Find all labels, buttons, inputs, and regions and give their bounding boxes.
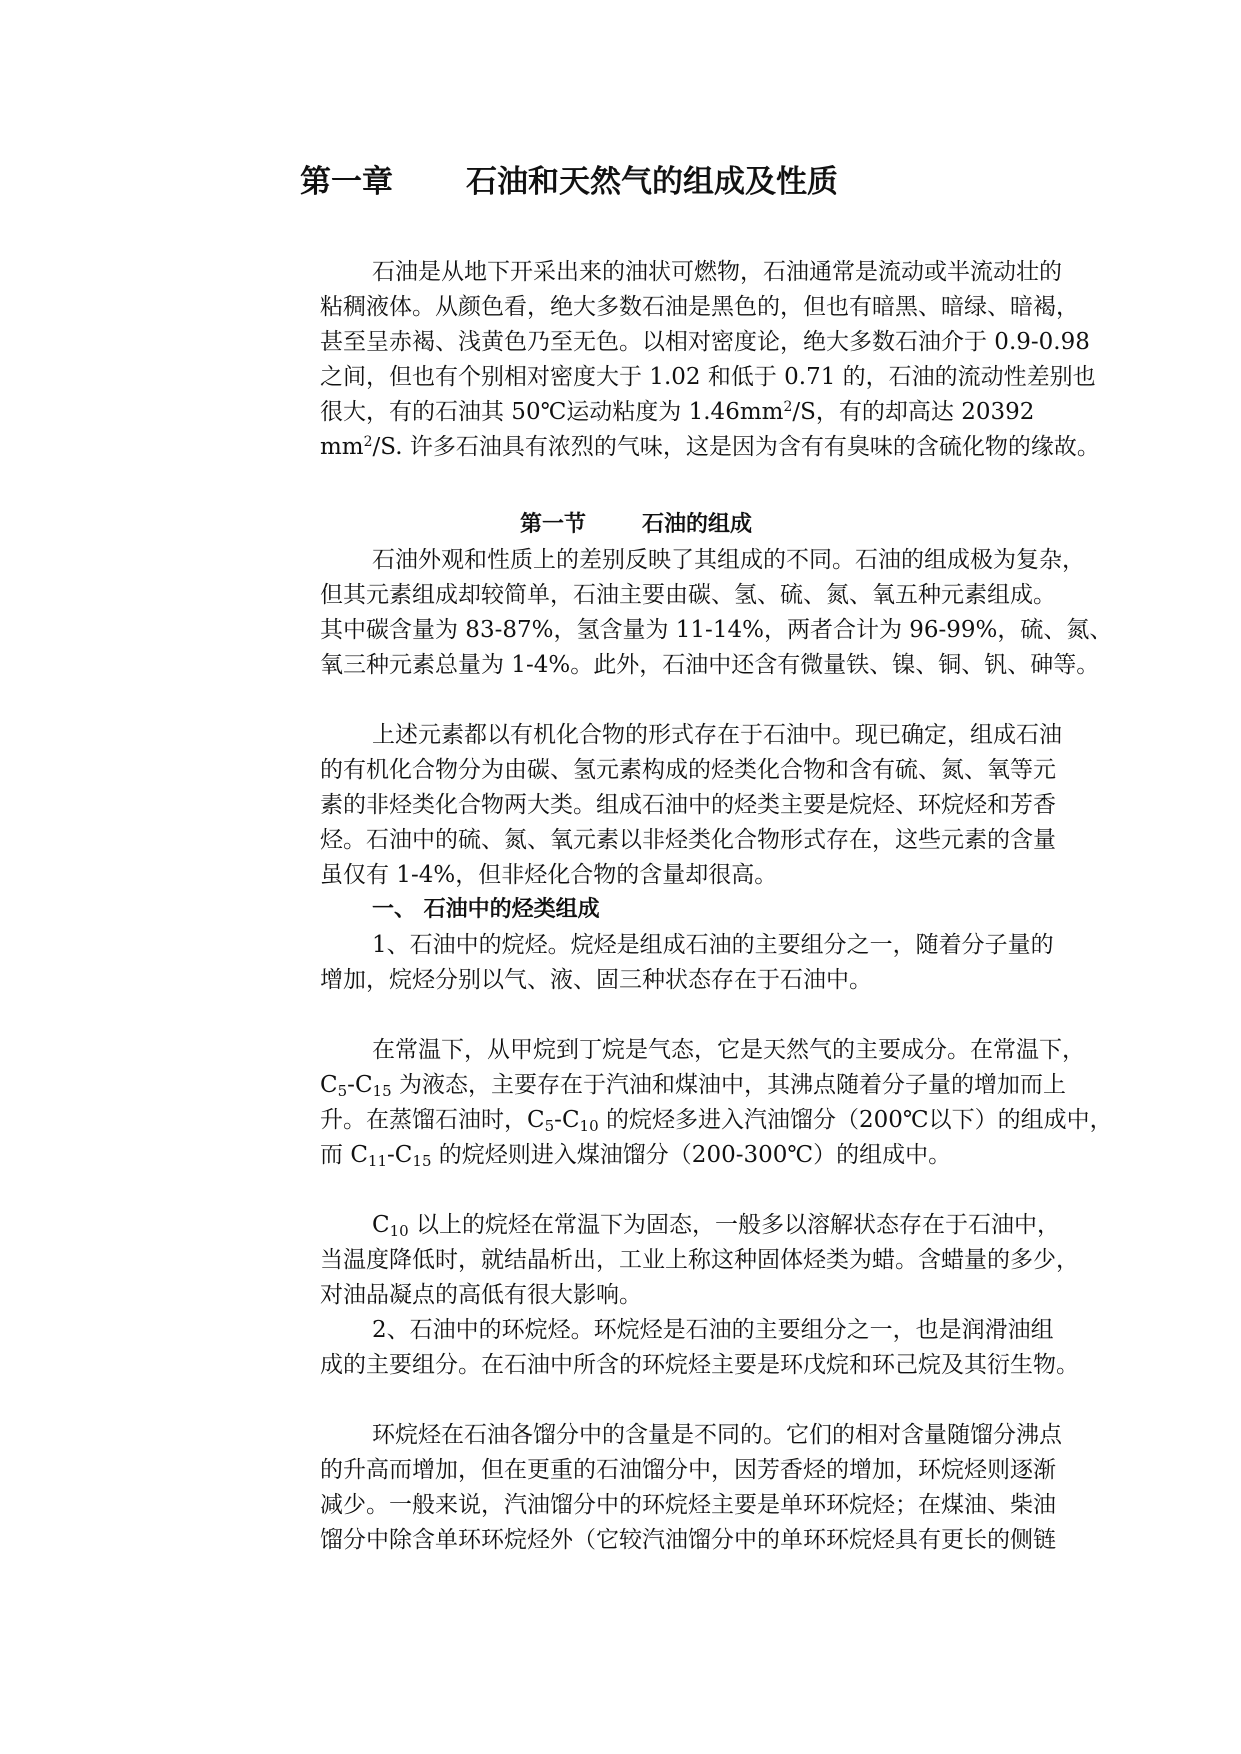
subscript: 11 — [367, 1152, 388, 1170]
subscript: 10 — [389, 1222, 409, 1240]
p1-line-3: 其中碳含量为 83-87%，氢含量为 11-14%，两者合计为 96-99%，硫、氮、 — [320, 617, 1113, 643]
p2-line-5: 虽仅有 1-4%，但非烃化合物的含量却很高。 — [320, 862, 778, 888]
p4-line-3-text: 的烷烃多进入汽油馏分（200℃以下）的组成中， — [598, 1107, 1113, 1133]
formula-text: C — [527, 1107, 545, 1133]
p7-line-1: 环烷烃在石油各馏分中的含量是不同的。它们的相对含量随馏分沸点 — [372, 1422, 1062, 1448]
p2-line-2: 的有机化合物分为由碳、氢元素构成的烃类化合物和含有硫、氮、氧等元 — [320, 757, 1056, 783]
p2-line-1: 上述元素都以有机化合物的形式存在于石油中。现已确定，组成石油 — [372, 722, 1062, 748]
formula-text: - — [387, 1142, 395, 1168]
section-number: 第一节 — [520, 512, 587, 537]
superscript: 2 — [783, 399, 793, 415]
chapter-heading — [300, 160, 838, 204]
p1-line-2: 但其元素组成却较简单，石油主要由碳、氢、硫、氮、氧五种元素组成。 — [320, 582, 1056, 608]
subsection-heading: 一、 石油中的烃类组成 — [372, 897, 600, 922]
formula-text: C — [350, 1142, 368, 1168]
p7-line-4: 馏分中除含单环环烷烃外（它较汽油馏分中的单环环烷烃具有更长的侧链 — [320, 1527, 1056, 1553]
formula-text: - — [554, 1107, 562, 1133]
p5-line-2: 当温度降低时，就结晶析出，工业上称这种固体烃类为蜡。含蜡量的多少， — [320, 1247, 1079, 1273]
p5-line-1-text: 以上的烷烃在常温下为固态，一般多以溶解状态存在于石油中， — [408, 1212, 1061, 1238]
intro-line-6 — [320, 431, 1120, 463]
p5-line-3: 对油品凝点的高低有很大影响。 — [320, 1282, 642, 1308]
section-title: 石油的组成 — [642, 512, 753, 537]
intro-line-5 — [320, 396, 1120, 428]
p2-line-4: 烃。石油中的硫、氮、氧元素以非烃类化合物形式存在，这些元素的含量 — [320, 827, 1056, 853]
p4-line-3 — [320, 1104, 1120, 1136]
p6-line-1: 2、石油中的环烷烃。环烷烃是石油的主要组分之一，也是润滑油组 — [372, 1317, 1054, 1343]
p7-line-2: 的升高而增加，但在更重的石油馏分中，因芳香烃的增加，环烷烃则逐渐 — [320, 1457, 1056, 1483]
p7-line-3: 减少。一般来说，汽油馏分中的环烷烃主要是单环环烷烃；在煤油、柴油 — [320, 1492, 1056, 1518]
chapter-title: 石油和天然气的组成及性质 — [466, 164, 838, 200]
intro-line-4: 之间，但也有个别相对密度大于 1.02 和低于 0.71 的，石油的流动性差别也 — [320, 364, 1096, 390]
p4-line-2-text: 为液态，主要存在于汽油和煤油中，其沸点随着分子量的增加而上 — [391, 1072, 1066, 1098]
p2-line-3: 素的非烃类化合物两大类。组成石油中的烃类主要是烷烃、环烷烃和芳香 — [320, 792, 1056, 818]
p4-line-4 — [320, 1139, 1120, 1171]
p4-line-4-text: 的烷烃则进入煤油馏分（200-300℃）的组成中。 — [431, 1142, 952, 1168]
intro-line-5-text: 很大，有的石油其 50℃运动粘度为 1.46mm — [320, 399, 784, 425]
intro-line-6-text: /S. 许多石油具有浓烈的气味，这是因为含有有臭味的含硫化物的缘故。 — [372, 434, 1100, 460]
p4-line-3-text: 升。在蒸馏石油时， — [320, 1107, 527, 1133]
superscript: 2 — [363, 434, 373, 450]
p3-line-1: 1、石油中的烷烃。烷烃是组成石油的主要组分之一，随着分子量的 — [372, 932, 1054, 958]
p3-line-2: 增加，烷烃分别以气、液、固三种状态存在于石油中。 — [320, 967, 872, 993]
intro-line-2: 粘稠液体。从颜色看，绝大多数石油是黑色的，但也有暗黑、暗绿、暗褐， — [320, 294, 1079, 320]
chapter-number: 第一章 — [300, 164, 393, 200]
intro-line-3: 甚至呈赤褐、浅黄色乃至无色。以相对密度论，绝大多数石油介于 0.9-0.98 — [320, 329, 1090, 355]
subscript: 15 — [372, 1082, 392, 1100]
intro-line-6-text: mm — [320, 434, 364, 460]
p4-line-1: 在常温下，从甲烷到丁烷是气态，它是天然气的主要成分。在常温下， — [372, 1037, 1085, 1063]
p1-line-4: 氧三种元素总量为 1-4%。此外，石油中还含有微量铁、镍、铜、钒、砷等。 — [320, 652, 1100, 678]
subscript: 10 — [579, 1117, 599, 1135]
formula-text: - — [347, 1072, 355, 1098]
subscript: 5 — [337, 1082, 348, 1100]
formula-text: C — [320, 1072, 338, 1098]
section-heading — [520, 509, 752, 541]
intro-line-5-text: /S，有的却高达 20392 — [792, 399, 1035, 425]
formula-text: C — [561, 1107, 580, 1133]
p4-line-4-text: 而 — [320, 1142, 351, 1168]
p4-line-2 — [320, 1069, 1120, 1101]
subscript: 15 — [412, 1152, 432, 1170]
formula-text: C — [372, 1212, 390, 1238]
subscript: 5 — [544, 1117, 555, 1135]
p5-line-1 — [320, 1209, 1120, 1241]
formula-text: C — [354, 1072, 373, 1098]
p1-line-1: 石油外观和性质上的差别反映了其组成的不同。石油的组成极为复杂， — [372, 547, 1085, 573]
intro-line-1: 石油是从地下开采出来的油状可燃物，石油通常是流动或半流动壮的 — [372, 259, 1062, 285]
p6-line-2: 成的主要组分。在石油中所含的环烷烃主要是环戊烷和环己烷及其衍生物。 — [320, 1352, 1079, 1378]
formula-text: C — [394, 1142, 413, 1168]
